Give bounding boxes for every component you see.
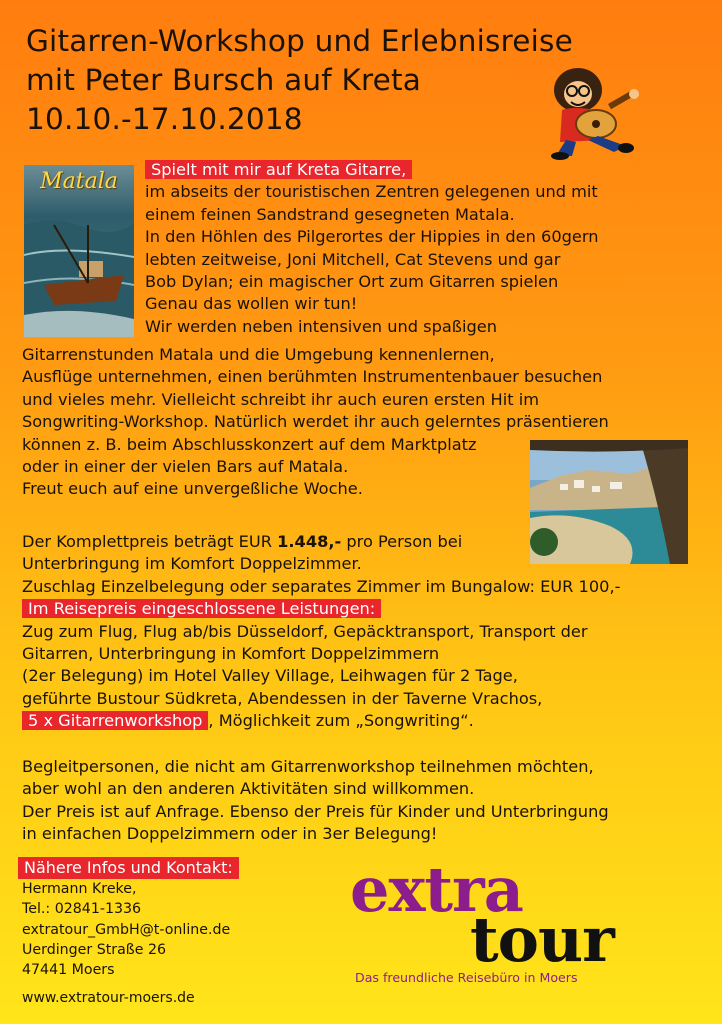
- intro-line: Songwriting-Workshop. Natürlich werdet ihr auch gelerntes präsentieren: [22, 412, 609, 432]
- service-last-rest: , Möglichkeit zum „Songwriting“.: [208, 711, 474, 731]
- intro-line: Genau das wollen wir tun!: [145, 294, 358, 314]
- website-link[interactable]: www.extratour-moers.de: [22, 990, 195, 1006]
- cover-title: Matala: [40, 169, 118, 194]
- companions-line: Der Preis ist auf Anfrage. Ebenso der Preis für Kinder und Unterbringung: [22, 801, 609, 821]
- title-line-2: mit Peter Bursch auf Kreta: [26, 63, 422, 97]
- intro-line: einem feinen Sandstrand gesegneten Matala.: [145, 204, 515, 224]
- contact-block: [22, 857, 239, 980]
- intro-line: können z. B. beim Abschlusskonzert auf dem Marktplatz: [22, 434, 477, 454]
- price-prefix: Der Komplettpreis beträgt EUR: [22, 532, 278, 551]
- price-amount: 1.448,-: [277, 532, 342, 551]
- title-line-1: Gitarren-Workshop und Erlebnisreise: [26, 24, 573, 58]
- logo-tagline: Das freundliche Reisebüro in Moers: [355, 970, 578, 985]
- service-line: Zug zum Flug, Flug ab/bis Düsseldorf, Gepäcktransport, Transport der: [22, 621, 588, 641]
- companions-block: [22, 756, 609, 846]
- intro-line: Gitarrenstunden Matala und die Umgebung kennenlernen,: [22, 345, 495, 364]
- services-heading: Im Reisepreis eingeschlossene Leistungen:: [22, 599, 381, 618]
- contact-heading: Nähere Infos und Kontakt:: [18, 857, 239, 879]
- contact-city: 47441 Moers: [22, 962, 115, 979]
- page-title: [26, 22, 573, 139]
- contact-email[interactable]: extratour_GmbH@t-online.de: [22, 921, 231, 938]
- extratour-logo: [350, 853, 650, 985]
- guitarist-cartoon-icon: [538, 60, 646, 160]
- intro-line: Ausflüge unternehmen, einen berühmten Instrumentenbauer besuchen: [22, 367, 603, 387]
- service-line: (2er Belegung) im Hotel Valley Village, Leihwagen für 2 Tage,: [22, 666, 518, 686]
- workshop-highlight: 5 x Gitarrenworkshop: [22, 711, 208, 730]
- price-line-1: [22, 531, 620, 553]
- intro-line: oder in einer der vielen Bars auf Matala.: [22, 457, 349, 477]
- logo-word-extra: extra: [350, 853, 523, 926]
- price-line-3: Zuschlag Einzelbelegung oder separates Zimmer im Bungalow: EUR 100,-: [22, 576, 621, 596]
- intro-narrow-block: [145, 159, 599, 338]
- price-suffix: pro Person bei: [341, 532, 463, 551]
- service-line: geführte Bustour Südkreta, Abendessen in der Taverne Vrachos,: [22, 688, 543, 708]
- intro-line: Bob Dylan; ein magischer Ort zum Gitarren spielen: [145, 272, 559, 292]
- companions-line: Begleitpersonen, die nicht am Gitarrenworkshop teilnehmen möchten,: [22, 757, 594, 776]
- companions-line: in einfachen Doppelzimmern oder in 3er Belegung!: [22, 824, 438, 844]
- intro-line: Wir werden neben intensiven und spaßigen: [145, 316, 497, 336]
- title-line-3: 10.10.-17.10.2018: [26, 102, 303, 136]
- intro-highlight: Spielt mit mir auf Kreta Gitarre,: [145, 160, 412, 179]
- companions-line: aber wohl an den anderen Aktivitäten sind willkommen.: [22, 779, 475, 799]
- contact-phone[interactable]: Tel.: 02841-1336: [22, 901, 142, 918]
- service-line-last: [22, 710, 620, 732]
- intro-line: Freut euch auf eine unvergeßliche Woche.: [22, 479, 363, 499]
- price-block: [22, 531, 620, 733]
- matala-cover-image: [24, 165, 134, 337]
- intro-wide-block: [22, 344, 609, 501]
- logo-word-tour: tour: [470, 903, 614, 976]
- intro-line: und vieles mehr. Vielleicht schreibt ihr auch euren ersten Hit im: [22, 389, 539, 409]
- intro-line: im abseits der touristischen Zentren gelegenen und mit: [145, 182, 598, 202]
- contact-name: Hermann Kreke,: [22, 881, 137, 898]
- intro-line: lebten zeitweise, Joni Mitchell, Cat Stevens und gar: [145, 249, 561, 269]
- intro-line: In den Höhlen des Pilgerortes der Hippies in den 60gern: [145, 227, 599, 247]
- price-line-2: Unterbringung im Komfort Doppelzimmer.: [22, 554, 362, 574]
- service-line: Gitarren, Unterbringung in Komfort Doppelzimmern: [22, 644, 440, 664]
- contact-street: Uerdinger Straße 26: [22, 941, 167, 958]
